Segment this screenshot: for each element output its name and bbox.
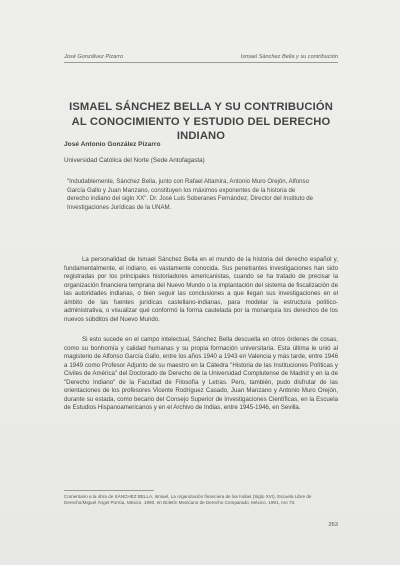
body-paragraph-1: La personalidad de Ismael Sánchez Bella en el mundo de la historia del derecho español y, fundamentalmente, el indiano, es vastamente conocida. Sus penetrantes investigaciones han sido registradas por los principales historiadores americanistas, cuando se ha tratado de precisar la organización financiera temprana del Nuevo Mundo o la implantación del sistema de fiscalización de las autoridades indianas, o bien seguir las conclusiones a que llegan sus investigaciones en el ámbito de las fuentes jurídicas castellano-indianas, para modelar la estructura político-administrativa, o visualizar qué conformó la forma cautelada por la monarquía los derechos de los nuevos súbditos del Nuevo Mundo. — [64, 256, 338, 323]
running-header-right: Ismael Sánchez Bella y su contribución — [240, 54, 338, 60]
author-affiliation: Universidad Católica del Norte (Sede Antofagasta) — [64, 157, 205, 164]
epigraph-quote: "Indudablemente, Sánchez Bella, junto con Rafael Altamira, Antonio Muro Orejón, Alfonso García Gallo y Juan Manzano, constituyen los máximos exponentes de la historia de derecho indiano del siglo XX". Dr. José Luis Soberanes Fernández, Director del Instituto de Investigaciones Jurídicas de la UNAM. — [67, 178, 314, 211]
page-number: 263 — [328, 522, 338, 528]
footnote: Comentario a la obra de SÁNCHEZ BELLA, Ismael, La organización financiera de las Indias (Siglo XVI), Escuela Libre de Derecho/Miguel Ángel Porrúa, México, 1990, en Boletín Mexicano de Derecho Comparado, México, 1991, nro 73. — [64, 494, 312, 506]
running-header — [64, 51, 338, 63]
author-name: José Antonio González Pizarro — [64, 141, 161, 148]
footnote-divider — [64, 490, 154, 491]
article-title: ISMAEL SÁNCHEZ BELLA Y SU CONTRIBUCIÓN AL CONOCIMIENTO Y ESTUDIO DEL DERECHO INDIANO — [69, 101, 333, 142]
body-paragraph-2: Si esto sucede en el campo intelectual, Sánchez Bella descuella en otros órdenes de cosas, como su bonhomía y calidad humanas y su propia formación universitaria. Esta última le unió al magisterio de Alfonso García Gallo, entre los años 1940 a 1943 en Valencia y más tarde, entre 1946 a 1949 como Profesor Adjunto de su maestro en la Cátedra "Historia de las Instituciones Políticas y Civiles de América" del Doctorado de Derecho de la Universidad Complutense de Madrid y en la de "Derecho Indiano" de la Facultad de Filosofía y Letras. Pero, también, pudo disfrutar de las orientaciones de los profesores Vicente Rodríguez Casado, Juan Manzano y Antonio Muro Orejón, durante su estada, como becario del Consejo Superior de Investigaciones Científicas, en la Escuela de Estudios Hispanoamericanos y en el Archivo de Indias, entre 1945-1946, en Sevilla. — [64, 336, 338, 412]
running-header-left: José Gonzálvez Pizarro — [64, 54, 124, 60]
